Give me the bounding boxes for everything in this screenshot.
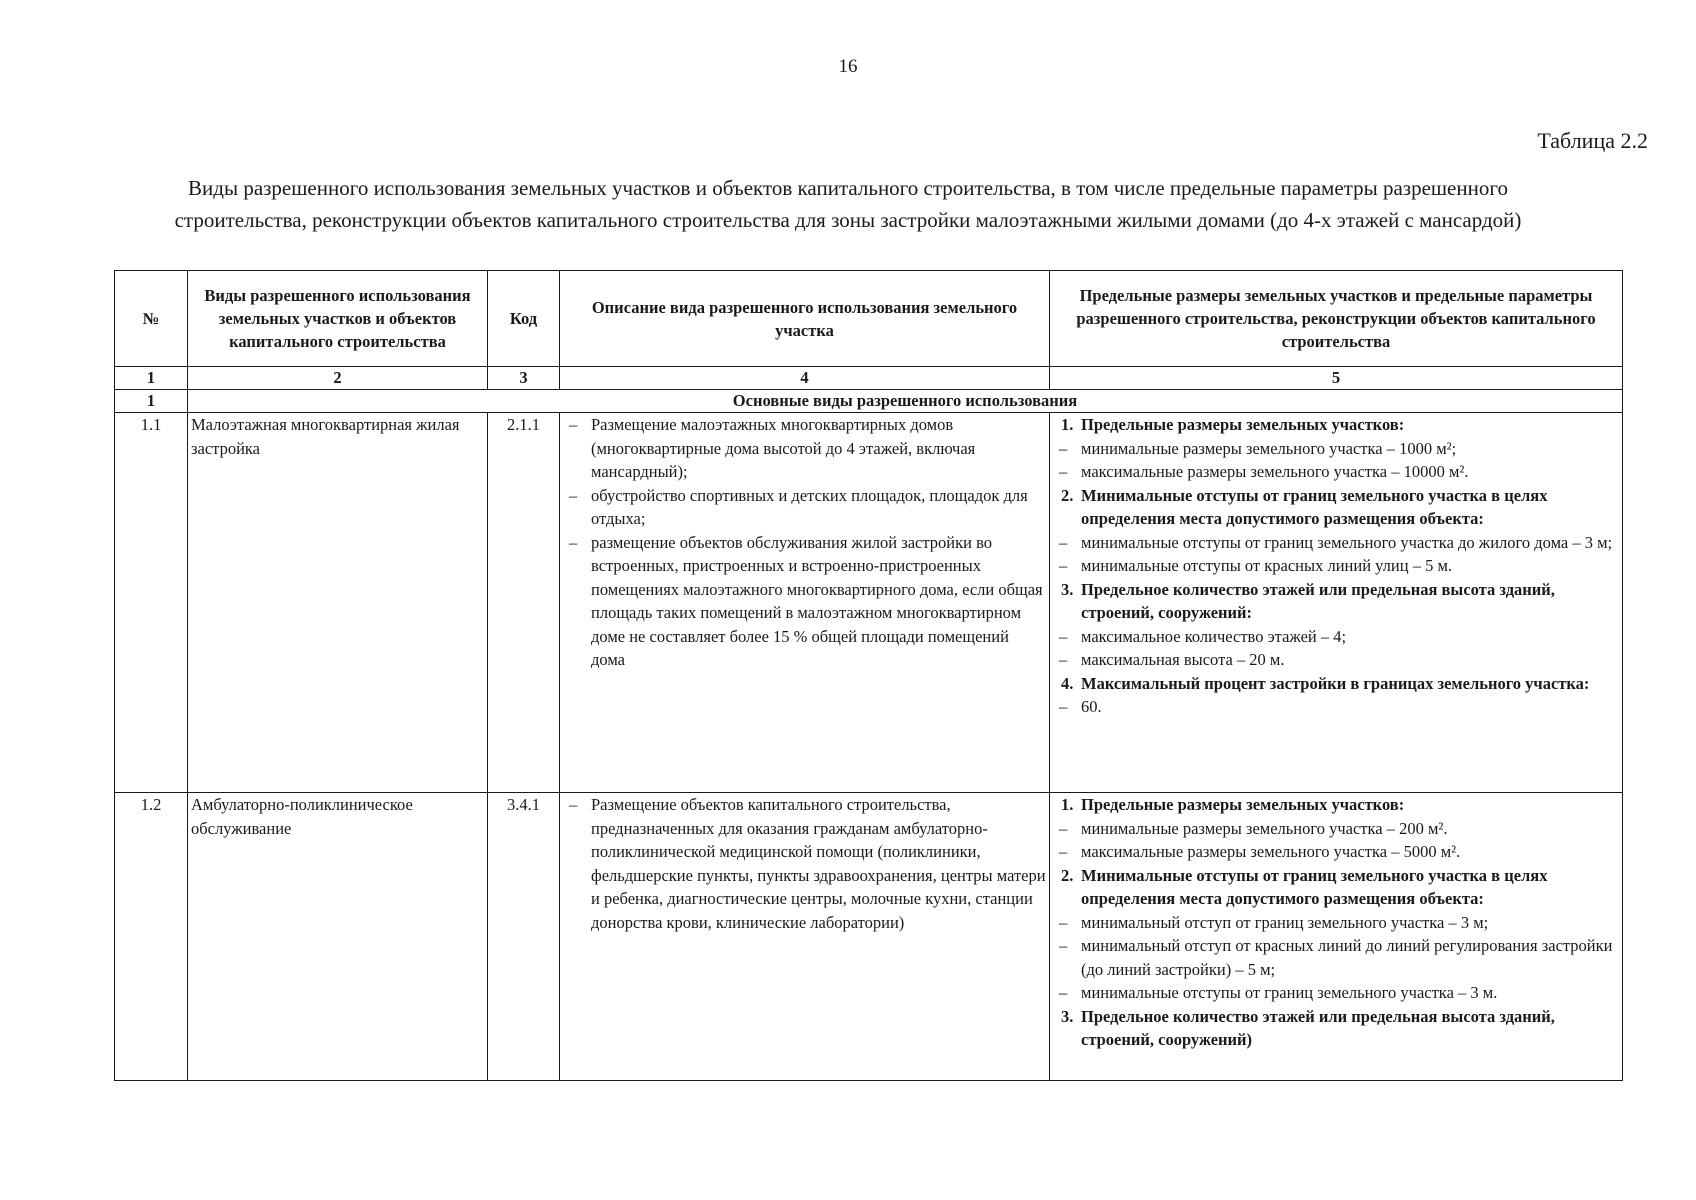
table-title: Виды разрешенного использования земельных участков и объектов капитального строительства, в том числе предельные параметры разрешенного строительства, реконструкции объектов капитального строительства для зоны застройки малоэтажными жилыми домами (до 4-х этажей с мансардой) [174,176,1522,232]
column-number-row [115,367,1623,390]
header-code: Код [488,271,560,367]
table-row [115,413,1623,793]
header-parameters: Предельные размеры земельных участков и предельные параметры разрешенного строительства, реконструкции объектов капитального строительства [1050,271,1623,367]
param-heading: 1. Предельные размеры земельных участков: [1061,795,1405,814]
row-parameters [1050,413,1623,793]
row-code: 3.4.1 [488,793,560,1081]
column-number: 3 [488,367,560,390]
row-number: 1.1 [115,413,188,793]
param-item: – 60. [1053,695,1619,719]
row-description [560,413,1050,793]
row-parameters [1050,793,1623,1081]
row-description [560,793,1050,1081]
param-heading: 3. Предельное количество этажей или предельная высота зданий, строений, сооружений) [1061,1006,1555,1049]
param-item: – минимальные отступы от красных линий улиц – 5 м. [1053,554,1619,578]
table-row [115,793,1623,1081]
header-description: Описание вида разрешенного использования земельного участка [560,271,1050,367]
description-item: – Размещение малоэтажных многоквартирных домов (многоквартирные дома высотой до 4 этажей, включая мансардный); [563,413,1046,484]
param-item: – максимальная высота – 20 м. [1053,648,1619,672]
param-item: – минимальный отступ от красных линий до линий регулирования застройки (до линий застройки) – 5 м; [1053,934,1619,981]
section-number: 1 [115,390,188,413]
param-item: – максимальное количество этажей – 4; [1053,625,1619,649]
row-code: 2.1.1 [488,413,560,793]
description-item: – обустройство спортивных и детских площадок, площадок для отдыха; [563,484,1046,531]
column-number: 5 [1050,367,1623,390]
param-item: – минимальные отступы от границ земельного участка до жилого дома – 3 м; [1053,531,1619,555]
section-row [115,390,1623,413]
header-use-type: Виды разрешенного использования земельных участков и объектов капитального строительства [188,271,488,367]
param-heading: 1. Предельные размеры земельных участков: [1061,415,1405,434]
param-item: – минимальные размеры земельного участка – 200 м². [1053,817,1619,841]
column-number: 4 [560,367,1050,390]
description-item: – размещение объектов обслуживания жилой застройки во встроенных, пристроенных и встроенно-пристроенных помещениях малоэтажного многоквартирного дома, если общая площадь таких помещений в малоэтажном многоквартирном доме не составляет более 15 % общей площади помещений дома [563,531,1046,672]
row-use-type: Амбулаторно-поликлиническое обслуживание [188,793,488,1081]
param-item: – максимальные размеры земельного участка – 10000 м². [1053,460,1619,484]
param-item: – минимальные размеры земельного участка – 1000 м²; [1053,437,1619,461]
param-item: – минимальные отступы от границ земельного участка – 3 м. [1053,981,1619,1005]
row-number: 1.2 [115,793,188,1081]
param-item: – максимальные размеры земельного участка – 5000 м². [1053,840,1619,864]
column-number: 1 [115,367,188,390]
description-item: – Размещение объектов капитального строительства, предназначенных для оказания гражданам амбулаторно-поликлинической медицинской помощи (поликлиники, фельдшерские пункты, пункты здравоохранения, центры матери и ребенка, диагностические центры, молочные кухни, станции донорства крови, клинические лаборатории) [563,793,1046,934]
param-item: – минимальный отступ от границ земельного участка – 3 м; [1053,911,1619,935]
param-heading: 4. Максимальный процент застройки в границах земельного участка: [1061,673,1590,693]
param-heading: 3. Предельное количество этажей или предельная высота зданий, строений, сооружений: [1061,579,1555,622]
section-title: Основные виды разрешенного использования [188,390,1623,413]
column-number: 2 [188,367,488,390]
table-header-row [115,271,1623,367]
land-use-table [114,270,1623,1081]
param-heading: 2. Минимальные отступы от границ земельного участка в целях определения места допустимого размещения объекта: [1061,865,1548,908]
header-number: № [115,271,188,367]
row-use-type: Малоэтажная многоквартирная жилая застройка [188,413,488,793]
page-number: 16 [838,56,858,77]
param-heading: 2. Минимальные отступы от границ земельного участка в целях определения места допустимого размещения объекта: [1061,485,1548,528]
table-caption: Таблица 2.2 [1537,128,1648,153]
